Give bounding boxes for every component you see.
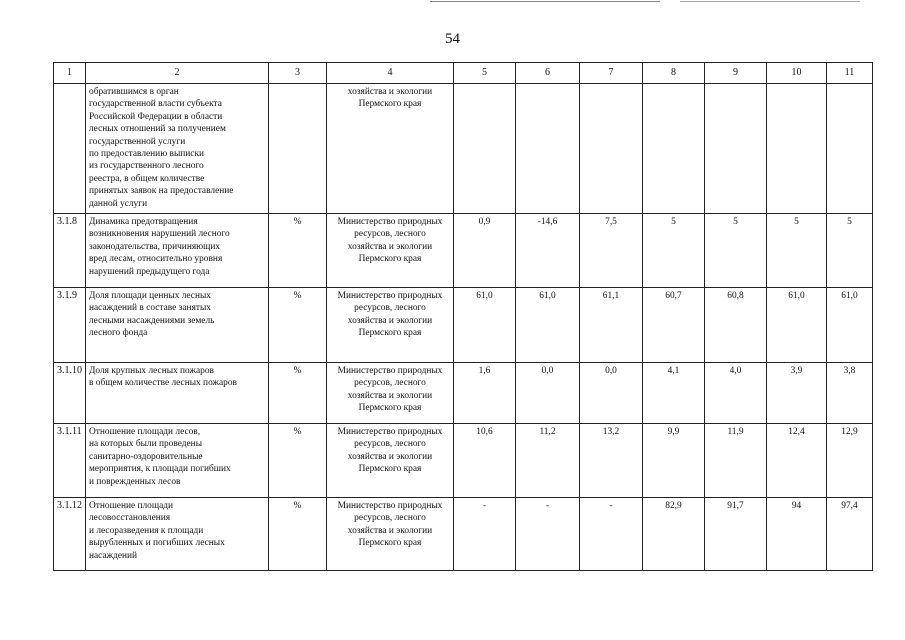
header-col-4: 4 xyxy=(327,63,454,84)
executor-line: ресурсов, лесного xyxy=(354,229,426,240)
cell-name xyxy=(86,424,269,498)
name-line: законодательства, причиняющих xyxy=(89,241,221,252)
name-line: Отношение площади лесов, xyxy=(89,427,201,437)
indicators-table xyxy=(53,62,873,571)
cell-unit xyxy=(269,84,327,214)
executor-line: ресурсов, лесного xyxy=(354,378,426,389)
cell-value: 9,9 xyxy=(643,424,705,498)
name-line: и поврежденных лесов xyxy=(89,476,181,487)
cell-executor xyxy=(327,363,454,424)
cell-unit: % xyxy=(269,424,327,498)
table-row-3-1-10 xyxy=(54,363,873,424)
executor-line: Министерство природных xyxy=(337,291,443,301)
cell-unit: % xyxy=(269,498,327,571)
executor-line: хозяйства и экологии xyxy=(347,451,433,462)
cell-value xyxy=(454,84,516,214)
cell-code: 3.1.10 xyxy=(54,363,86,424)
cell-value: 11,2 xyxy=(516,424,580,498)
cell-code: 3.1.8 xyxy=(54,214,86,288)
cell-value: 4,1 xyxy=(643,363,705,424)
page-number: 54 xyxy=(445,31,460,47)
cell-name xyxy=(86,363,269,424)
table-row-3-1-12 xyxy=(54,498,873,571)
name-line: лесными насаждениями земель xyxy=(89,315,215,326)
cell-value: 12,4 xyxy=(767,424,827,498)
cell-value xyxy=(516,84,580,214)
executor-line: Пермского края xyxy=(358,464,422,475)
name-line: и лесоразведения к площади xyxy=(89,525,204,536)
header-col-10: 10 xyxy=(767,63,827,84)
table-row-3-1-8 xyxy=(54,214,873,288)
header-col-2: 2 xyxy=(86,63,269,84)
cell-value: 3,9 xyxy=(767,363,827,424)
name-line: насаждений в составе занятых xyxy=(89,303,211,314)
header-col-5: 5 xyxy=(454,63,516,84)
executor-line: Пермского края xyxy=(358,538,422,549)
cell-value xyxy=(580,84,643,214)
header-col-11: 11 xyxy=(827,63,873,84)
name-line: возникновения нарушений лесного xyxy=(89,229,230,240)
name-line: обратившимся в орган xyxy=(89,87,179,97)
cell-name xyxy=(86,84,269,214)
cell-code xyxy=(54,84,86,214)
name-line: вырубленных и погибших лесных xyxy=(89,538,225,549)
cell-name xyxy=(86,498,269,571)
cell-value xyxy=(705,84,767,214)
name-line: лесных отношений за получением xyxy=(89,124,226,135)
name-line: мероприятия, к площади погибших xyxy=(89,464,231,475)
name-line: на которых были проведены xyxy=(89,439,202,450)
cell-value: 5 xyxy=(705,214,767,288)
cell-value: 10,6 xyxy=(454,424,516,498)
executor-line: Пермского края xyxy=(358,328,422,339)
name-line: Доля крупных лесных пожаров xyxy=(89,366,214,376)
cell-value: 13,2 xyxy=(580,424,643,498)
executor-line: ресурсов, лесного xyxy=(354,303,426,314)
cell-value: 61,1 xyxy=(580,288,643,363)
continuation-row xyxy=(54,84,873,214)
cell-value: 61,0 xyxy=(516,288,580,363)
cell-executor xyxy=(327,498,454,571)
name-line: государственной власти субъекта xyxy=(89,99,222,110)
executor-line: Пермского края xyxy=(358,254,422,265)
cell-executor xyxy=(327,424,454,498)
cell-value: 60,8 xyxy=(705,288,767,363)
cell-value: 11,9 xyxy=(705,424,767,498)
name-line: нарушений предыдущего года xyxy=(89,266,210,277)
header-row xyxy=(54,63,873,84)
cell-value: 3,8 xyxy=(827,363,873,424)
name-line: в общем количестве лесных пожаров xyxy=(89,378,237,389)
executor-line: хозяйства и экологии xyxy=(347,87,433,97)
header-col-7: 7 xyxy=(580,63,643,84)
cell-value: - xyxy=(580,498,643,571)
cell-executor xyxy=(327,214,454,288)
cell-value: 5 xyxy=(643,214,705,288)
cell-value: 91,7 xyxy=(705,498,767,571)
header-col-6: 6 xyxy=(516,63,580,84)
header-col-9: 9 xyxy=(705,63,767,84)
executor-line: Министерство природных xyxy=(337,501,443,511)
cell-value: 5 xyxy=(827,214,873,288)
executor-line: Министерство природных xyxy=(337,366,443,376)
executor-line: Пермского края xyxy=(358,99,422,110)
executor-line: Министерство природных xyxy=(337,427,443,437)
cell-value xyxy=(827,84,873,214)
cell-executor xyxy=(327,288,454,363)
name-line: принятых заявок на предоставление xyxy=(89,186,234,197)
cell-value: 82,9 xyxy=(643,498,705,571)
executor-line: ресурсов, лесного xyxy=(354,439,426,450)
name-line: вред лесам, относительно уровня xyxy=(89,254,223,265)
cell-value: 61,0 xyxy=(767,288,827,363)
cell-value: 5 xyxy=(767,214,827,288)
cell-value: 4,0 xyxy=(705,363,767,424)
name-line: лесного фонда xyxy=(89,328,148,339)
name-line: данной услуги xyxy=(89,198,148,209)
cell-value: -14,6 xyxy=(516,214,580,288)
executor-line: ресурсов, лесного xyxy=(354,513,426,524)
name-line: лесовосстановления xyxy=(89,513,171,524)
executor-line: хозяйства и экологии xyxy=(347,525,433,536)
cell-value: - xyxy=(516,498,580,571)
cell-code: 3.1.11 xyxy=(54,424,86,498)
cell-value xyxy=(767,84,827,214)
header-col-1: 1 xyxy=(54,63,86,84)
cell-value: 0,0 xyxy=(580,363,643,424)
name-line: по предоставлению выписки xyxy=(89,149,205,160)
name-line: Российской Федерации в области xyxy=(89,111,223,122)
cell-code: 3.1.12 xyxy=(54,498,86,571)
top-rule-right xyxy=(680,1,860,2)
header-col-8: 8 xyxy=(643,63,705,84)
name-line: санитарно-оздоровительные xyxy=(89,451,203,462)
header-col-3: 3 xyxy=(269,63,327,84)
cell-value: 12,9 xyxy=(827,424,873,498)
cell-value: 7,5 xyxy=(580,214,643,288)
top-rule xyxy=(430,1,660,2)
executor-line: Министерство природных xyxy=(337,217,443,227)
name-line: насаждений xyxy=(89,550,138,561)
cell-value: 61,0 xyxy=(454,288,516,363)
cell-value xyxy=(643,84,705,214)
executor-line: хозяйства и экологии xyxy=(347,241,433,252)
table-row-3-1-11 xyxy=(54,424,873,498)
cell-value: 97,4 xyxy=(827,498,873,571)
name-line: Отношение площади xyxy=(89,501,174,511)
cell-value: 94 xyxy=(767,498,827,571)
cell-value: 1,6 xyxy=(454,363,516,424)
cell-value: 61,0 xyxy=(827,288,873,363)
name-line: из государственного лесного xyxy=(89,161,204,172)
name-line: Доля площади ценных лесных xyxy=(89,291,211,301)
cell-value: 60,7 xyxy=(643,288,705,363)
name-line: государственной услуги xyxy=(89,136,186,147)
cell-unit: % xyxy=(269,363,327,424)
executor-line: хозяйства и экологии xyxy=(347,390,433,401)
table-row-3-1-9 xyxy=(54,288,873,363)
name-line: реестра, в общем количестве xyxy=(89,173,205,184)
cell-value: 0,0 xyxy=(516,363,580,424)
cell-executor xyxy=(327,84,454,214)
cell-unit: % xyxy=(269,214,327,288)
name-line: Динамика предотвращения xyxy=(89,217,198,227)
cell-name xyxy=(86,288,269,363)
cell-value: - xyxy=(454,498,516,571)
cell-name xyxy=(86,214,269,288)
executor-line: хозяйства и экологии xyxy=(347,315,433,326)
cell-code: 3.1.9 xyxy=(54,288,86,363)
executor-line: Пермского края xyxy=(358,403,422,414)
cell-value: 0,9 xyxy=(454,214,516,288)
cell-unit: % xyxy=(269,288,327,363)
